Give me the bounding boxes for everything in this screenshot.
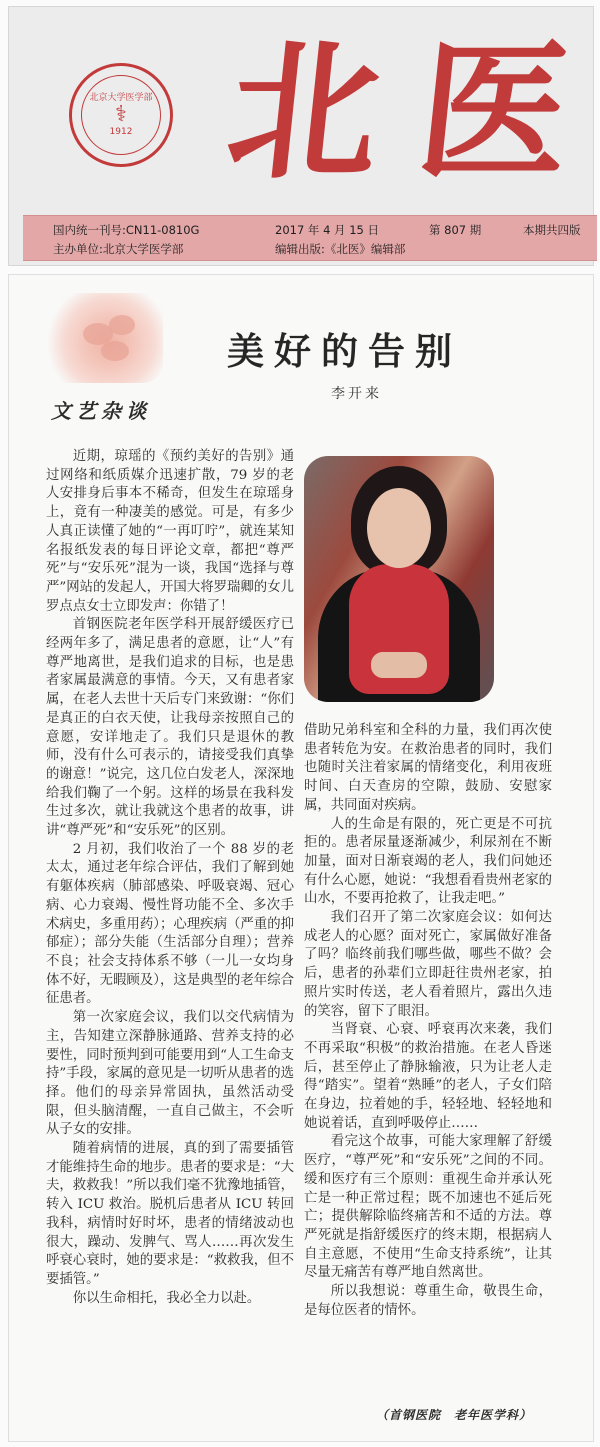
signature: （首钢医院 老年医学科） xyxy=(375,1408,532,1422)
publisher: 编辑出版:《北医》编辑部 xyxy=(275,242,406,256)
author: 李开来 xyxy=(331,386,382,402)
author-photo xyxy=(304,456,494,702)
paragraph: 随着病情的进展，真的到了需要插管才能维持生命的地步。患者的要求是：“大夫，救救我！”所以我们毫不犹豫地插管，转入 ICU 救治。脱机后患者从 ICU 转回我科，病情时好时坏，患者的情绪波动也很大，躁动、发脾气、骂人……再次发生呼衰心衰时，她的要求是：“救救我，但不要插管。” xyxy=(46,1141,294,1287)
paragraph: 我们召开了第二次家庭会议：如何达成老人的心愿？面对死亡，家属做好准备了吗？临终前我们哪些做，哪些不做？会后，患者的孙辈们立即赶往贵州老家，拍照片实时传送，老人看着照片，露出久违的笑容，留下了眼泪。 xyxy=(304,910,552,1019)
paragraph: 第一次家庭会议，我们以交代病情为主，告知建立深静脉通路、营养支持的必要性，同时预判到可能要用到“人工生命支持”手段，家属的意见是一切听从患者的选择。他们的母亲异常固执，虽然活动受限，但头脑清醒，一直自己做主，不会听从子女的安排。 xyxy=(46,1010,294,1138)
page-count: 本期共四版 xyxy=(523,223,581,237)
article-column-left xyxy=(46,448,294,1308)
headline: 美好的告别 xyxy=(227,329,462,373)
paragraph: 首钢医院老年医学科开展舒缓医疗已经两年多了，满足患者的意愿，让“人”有尊严地离世，是我们追求的目标，也是患者家属最满意的事情。今天，又有患者家属，在老人去世十天后专门来致谢：“你们是真正的白衣天使，让我母亲按照自己的意愿，安详地走了。我们只是退休的教师，没有什么可表示的，请接受我们真挚的谢意！”说完，这几位白发老人，深深地给我们鞠了一个躬。这样的场景在我科发生过多次，就让我就这个患者的故事，讲讲“尊严死”和“安乐死”的区别。 xyxy=(46,617,294,839)
paragraph: 近期，琼瑶的《预约美好的告别》通过网络和纸质媒介迅速扩散，79 岁的老人安排身后事本不稀奇，但发生在琼瑶身上，竟有一种凄美的感觉。可是，有多少人真正读懂了她的“一再叮咛”，就连某知名报纸发表的每日评论文章，都把“尊严死”与“安乐死”混为一谈，我国“选择与尊严”网站的发起人，开国大将罗瑞卿的女儿罗点点女士立即发声：你错了！ xyxy=(46,449,294,614)
flower-decoration xyxy=(43,293,163,383)
column-name: 文艺杂谈 xyxy=(51,399,151,423)
article-column-right xyxy=(304,722,552,1321)
paragraph: 当肾衰、心衰、呼衰再次来袭，我们不再采取“积极”的救治措施。在老人昏迷后，甚至停止了静脉输液，只为让老人走得“踏实”。望着“熟睡”的老人，子女们陪在身边，拉着她的手，轻轻地、轻轻地和她说着话，直到呼吸停止…… xyxy=(304,1022,552,1131)
issue-number: 第 807 期 xyxy=(429,223,482,237)
seal-inner-ring xyxy=(81,75,161,155)
masthead xyxy=(8,6,599,266)
paragraph: 人的生命是有限的，死亡更是不可抗拒的。患者尿量逐渐减少，利尿剂在不断加量，面对日渐衰竭的老人，我们问她还有什么心愿，她说：“我想看看贵州老家的山水，不要再抢救了，让我走吧。” xyxy=(304,816,552,907)
paragraph: 2 月初，我们收治了一个 88 岁的老太太，通过老年综合评估，我们了解到她有躯体疾病（肺部感染、呼吸衰竭、冠心病、心力衰竭、慢性肾功能不全、多次手术病史，多重用药）；心理疾病（严重的抑郁症）；部分失能（生活部分自理）；营养不良；社会支持体系不够（一儿一女均身体不好，无暇顾及），这是典型的老年综合征患者。 xyxy=(46,841,294,1007)
paragraph: 你以生命相托，我必全力以赴。 xyxy=(72,1290,261,1306)
issue-date: 2017 年 4 月 15 日 xyxy=(275,223,379,237)
title-char-2: 医 xyxy=(409,24,599,200)
university-seal-logo xyxy=(69,63,173,167)
sponsor: 主办单位:北京大学医学部 xyxy=(53,242,184,256)
seal-staff-icon: ⚕ xyxy=(115,102,127,127)
paragraph: 所以我想说：尊重生命，敬畏生命，是每位医者的情怀。 xyxy=(304,1284,552,1318)
paragraph-continued: 借助兄弟科室和全科的力量，我们再次使患者转危为安。在救治患者的同时，我们也随时关注着家属的情绪变化，利用夜班时间、白天查房的空隙，鼓励、安慰家属，共同面对疾病。 xyxy=(304,723,552,813)
info-band xyxy=(23,215,597,261)
newspaper-title xyxy=(219,17,599,207)
title-char-1: 北 xyxy=(219,24,409,200)
serial-number: 国内统一刊号:CN11-0810G xyxy=(53,223,200,237)
seal-year: 1912 xyxy=(109,127,133,137)
paragraph: 看完这个故事，可能大家理解了舒缓医疗，“尊严死”和“安乐死”之间的不同。缓和医疗有三个原则：重视生命并承认死亡是一种正常过程；既不加速也不延后死亡；提供解除临终痛苦和不适的方法。尊严死就是指舒缓医疗的终末期，根据病人自主意愿，不使用“生命支持系统”，让其尽量无痛苦有尊严地自然离世。 xyxy=(304,1134,552,1281)
seal-text: 北京大学医学部 xyxy=(89,93,153,103)
